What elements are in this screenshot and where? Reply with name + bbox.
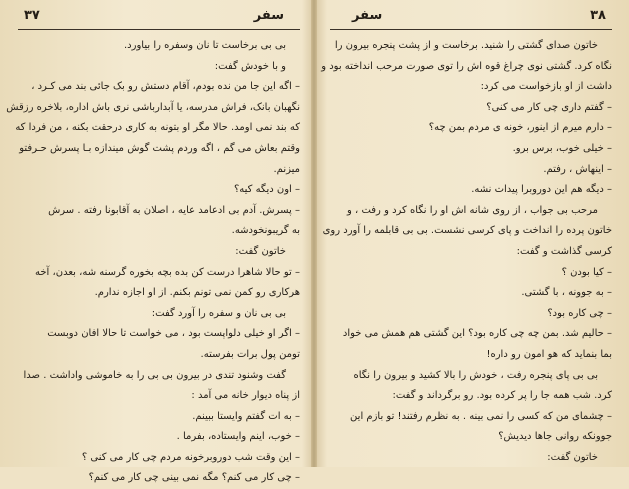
text-line: و با خودش گفت:: [214, 60, 286, 72]
text-line: جوونکه روانی جاها دیدیش؟: [498, 431, 612, 443]
right-header-rule: [330, 29, 612, 30]
text-line: خاتون صدای گشتی را شنید. برخاست و از پشت پنجره بیرون را: [334, 40, 598, 51]
text-line: – دارم میرم از اینور، خونه ی مردم بمن چه؟: [428, 122, 612, 134]
left-page-number: ۳۷: [24, 8, 40, 23]
text-line: – حالیم شد. بمن چه چی کاره بود؟ این گشتی هم همش می خواد: [342, 328, 612, 340]
text-line: – چشمای من که کسی را نمی بینه . به نظرم رفتند! تو بازم این: [350, 410, 612, 422]
text-line: از پناه دیوار خانه می آمد :: [191, 390, 300, 402]
text-line: کرسی گذاشت و گفت:: [516, 245, 612, 257]
text-line: هرکاری رو کمن نمی تونم بکنم. از او اجازه ندارم.: [94, 287, 300, 299]
text-line: وقتم بعاش می گم ، اگه وردم پشت گوش میندازه بـا پسرش حـرفتو: [19, 142, 300, 154]
text-line: – خیلی خوب، برس برو.: [512, 142, 612, 154]
text-line: – اگه این جا من نده بودم، آقام دستش رو بک جائی بند می کـرد ،: [31, 81, 300, 93]
text-line: تومن پول برات بفرسته.: [200, 348, 300, 360]
text-line: بی بی پای پنجره رفت ، خودش را بالا کشید و بیرون را نگاه: [353, 369, 598, 381]
text-line: – اینهاش ، رفتم.: [543, 163, 612, 175]
text-line: نگاه کرد. گشتی نوی چراغ قوه اش را توی صورت مرحب انداخته بود و: [321, 60, 612, 72]
right-page-header: [330, 8, 612, 28]
text-line: خاتون گفت:: [235, 245, 286, 257]
text-line: – به ات گفتم وایستا ببینم.: [192, 410, 300, 422]
text-line: خاتون گفت:: [547, 451, 598, 463]
text-line: – چی کار می کنم؟ مگه نمی بینی چی کار می کنم؟: [88, 472, 300, 484]
text-line: – اگر او خیلی دلواپست بود ، می خواست تا حالا افان دوبست: [47, 328, 300, 340]
left-page-running-title: سفر: [253, 8, 284, 23]
text-line: مرحب بی جواب ، از روی شانه اش او را نگاه کرد و رفت ، و: [347, 204, 598, 216]
text-line: داشت از او بازخواست می کرد:: [480, 81, 612, 93]
text-line: میزنم.: [273, 163, 300, 175]
text-line: به گریبونخودشه.: [231, 225, 300, 237]
text-line: – اون دیگه کیه؟: [233, 184, 300, 196]
text-line: نگهبان بانک، فراش مدرسه، یا آبدارباشی نری باش اداره، بلاخره رزقش: [6, 101, 300, 113]
text-line: بی بی برخاست تا نان وسفره را بیاورد.: [124, 40, 286, 51]
right-page-running-title: سفر: [352, 8, 383, 23]
text-line: – چی کاره بود؟: [547, 307, 612, 319]
left-page-body: [6, 36, 300, 489]
text-line: کرد. شب همه جا را پر کرده بود. رو برگرداند و گفت:: [392, 390, 612, 402]
left-page: [0, 0, 313, 484]
text-line: – پسرش. آدم بی ادعامد عایه ، اصلان به آقابونا رفته . سرش: [48, 204, 300, 216]
left-header-rule: [18, 29, 300, 30]
text-line: – گفتم داری چی کار می کنی؟: [486, 101, 612, 113]
text-line: بی بی نان و سفره را آورد گفت:: [151, 307, 286, 319]
text-line: بما بنماید که هو امون رو داره!: [486, 348, 612, 360]
text-line: – به جوونه ، با گشتی.: [521, 287, 612, 299]
text-line: خاتون پرده را انداخت و پای کرسی نشست. بی بی قابلمه را آورد روی: [322, 225, 612, 237]
text-line: – دیگه هم این دوروبرا پیدات نشه.: [471, 184, 612, 196]
right-page-body: [321, 36, 612, 468]
text-line: – این وقت شب دوروبرخونه مردم چی کار می کنی ؟: [81, 451, 300, 463]
text-line: – خوب، اینم وایستاده، بفرما .: [176, 431, 300, 443]
left-page-header: [18, 8, 300, 28]
text-line: – کیا بودن ؟: [561, 266, 612, 278]
text-line: که بند نمی اومد. حالا مگر او بتونه به کاری درحقت بکنه ، من فردا که: [15, 122, 300, 134]
right-page: [316, 0, 629, 467]
text-line: – تو حالا شاهرا درست کن بده بچه بخوره گرسنه شه، بعدن، آخه: [35, 266, 300, 278]
text-line: گفت وشنود تندی در بیرون بی بی را به خاموشی واداشت . صدا: [23, 369, 286, 381]
right-page-number: ۳۸: [590, 8, 606, 23]
